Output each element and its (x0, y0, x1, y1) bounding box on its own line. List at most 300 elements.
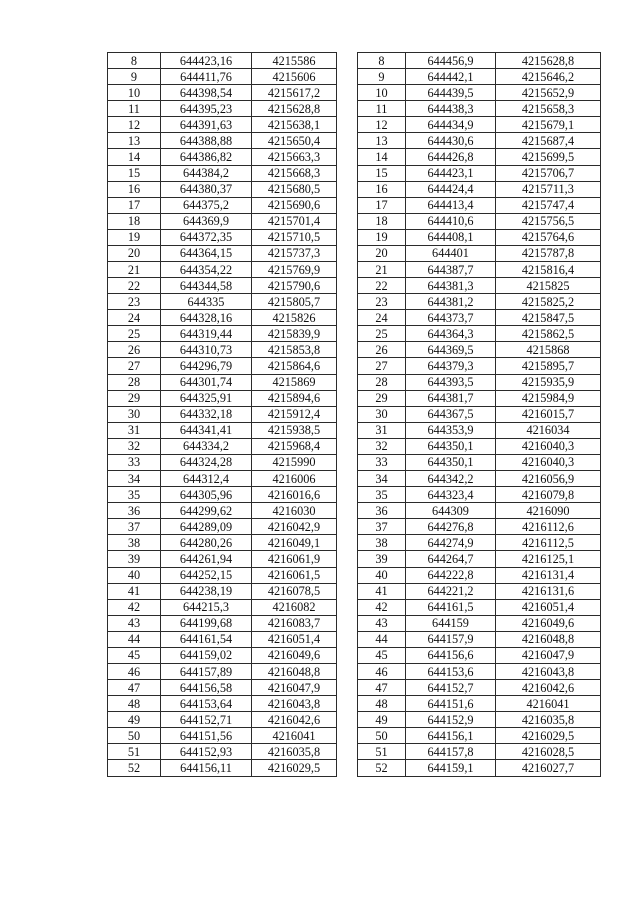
x-coordinate-cell: 644222,8 (406, 567, 496, 583)
y-coordinate-cell: 4215864,6 (252, 358, 337, 374)
y-coordinate-cell: 4216131,4 (496, 567, 601, 583)
table-row (358, 149, 601, 165)
x-coordinate-cell: 644388,88 (161, 133, 252, 149)
table-row (108, 342, 337, 358)
table-row (358, 471, 601, 487)
x-coordinate-cell: 644426,8 (406, 149, 496, 165)
point-number-cell: 26 (358, 342, 406, 358)
y-coordinate-cell: 4215756,5 (496, 213, 601, 229)
point-number-cell: 35 (108, 487, 161, 503)
table-row (108, 487, 337, 503)
x-coordinate-cell: 644439,5 (406, 85, 496, 101)
x-coordinate-cell: 644325,91 (161, 390, 252, 406)
point-number-cell: 38 (358, 535, 406, 551)
table-row (108, 647, 337, 663)
point-number-cell: 51 (108, 744, 161, 760)
x-coordinate-cell: 644430,6 (406, 133, 496, 149)
point-number-cell: 40 (358, 567, 406, 583)
y-coordinate-cell: 4215680,5 (252, 181, 337, 197)
table-row (108, 454, 337, 470)
table-row (358, 728, 601, 744)
y-coordinate-cell: 4216083,7 (252, 615, 337, 631)
table-row (358, 165, 601, 181)
x-coordinate-cell: 644408,1 (406, 229, 496, 245)
table-row (358, 438, 601, 454)
table-row (358, 535, 601, 551)
x-coordinate-cell: 644373,7 (406, 310, 496, 326)
x-coordinate-cell: 644434,9 (406, 117, 496, 133)
x-coordinate-cell: 644344,58 (161, 278, 252, 294)
point-number-cell: 12 (358, 117, 406, 133)
y-coordinate-cell: 4215912,4 (252, 406, 337, 422)
table-row (358, 117, 601, 133)
point-number-cell: 13 (108, 133, 161, 149)
x-coordinate-cell: 644156,1 (406, 728, 496, 744)
point-number-cell: 32 (108, 438, 161, 454)
point-number-cell: 20 (358, 245, 406, 261)
point-number-cell: 48 (358, 696, 406, 712)
y-coordinate-cell: 4215990 (252, 454, 337, 470)
y-coordinate-cell: 4216027,7 (496, 760, 601, 776)
y-coordinate-cell: 4216029,5 (496, 728, 601, 744)
x-coordinate-cell: 644153,6 (406, 663, 496, 679)
x-coordinate-cell: 644159 (406, 615, 496, 631)
x-coordinate-cell: 644159,02 (161, 647, 252, 663)
x-coordinate-cell: 644289,09 (161, 519, 252, 535)
point-number-cell: 50 (108, 728, 161, 744)
x-coordinate-cell: 644367,5 (406, 406, 496, 422)
y-coordinate-cell: 4215935,9 (496, 374, 601, 390)
table-row (108, 197, 337, 213)
point-number-cell: 22 (108, 278, 161, 294)
y-coordinate-cell: 4216041 (496, 696, 601, 712)
y-coordinate-cell: 4215968,4 (252, 438, 337, 454)
y-coordinate-cell: 4216049,6 (496, 615, 601, 631)
point-number-cell: 33 (108, 454, 161, 470)
x-coordinate-cell: 644274,9 (406, 535, 496, 551)
point-number-cell: 21 (108, 262, 161, 278)
table-row (108, 406, 337, 422)
y-coordinate-cell: 4215586 (252, 53, 337, 69)
y-coordinate-cell: 4215646,2 (496, 69, 601, 85)
y-coordinate-cell: 4215938,5 (252, 422, 337, 438)
table-row (108, 390, 337, 406)
x-coordinate-cell: 644309 (406, 503, 496, 519)
y-coordinate-cell: 4216061,9 (252, 551, 337, 567)
y-coordinate-cell: 4216035,8 (496, 712, 601, 728)
x-coordinate-cell: 644152,7 (406, 680, 496, 696)
point-number-cell: 37 (358, 519, 406, 535)
point-number-cell: 15 (108, 165, 161, 181)
x-coordinate-cell: 644238,19 (161, 583, 252, 599)
table-row (108, 535, 337, 551)
y-coordinate-cell: 4216043,8 (252, 696, 337, 712)
table-row (358, 567, 601, 583)
table-row (108, 438, 337, 454)
table-row (358, 181, 601, 197)
table-row (358, 422, 601, 438)
point-number-cell: 37 (108, 519, 161, 535)
point-number-cell: 30 (358, 406, 406, 422)
y-coordinate-cell: 4215816,4 (496, 262, 601, 278)
table-row (358, 326, 601, 342)
x-coordinate-cell: 644384,2 (161, 165, 252, 181)
x-coordinate-cell: 644156,11 (161, 760, 252, 776)
table-row (358, 647, 601, 663)
table-row (108, 117, 337, 133)
point-number-cell: 41 (108, 583, 161, 599)
table-row (108, 245, 337, 261)
x-coordinate-cell: 644438,3 (406, 101, 496, 117)
table-row (358, 599, 601, 615)
point-number-cell: 12 (108, 117, 161, 133)
table-row (108, 310, 337, 326)
table-row (358, 583, 601, 599)
y-coordinate-cell: 4215628,8 (496, 53, 601, 69)
table-row (358, 69, 601, 85)
table-row (358, 615, 601, 631)
x-coordinate-cell: 644161,5 (406, 599, 496, 615)
point-number-cell: 25 (358, 326, 406, 342)
point-number-cell: 19 (358, 229, 406, 245)
table-row (358, 85, 601, 101)
x-coordinate-cell: 644456,9 (406, 53, 496, 69)
point-number-cell: 23 (358, 294, 406, 310)
table-row (358, 551, 601, 567)
coordinates-table-right (357, 52, 601, 777)
point-number-cell: 13 (358, 133, 406, 149)
x-coordinate-cell: 644152,9 (406, 712, 496, 728)
table-row (358, 342, 601, 358)
point-number-cell: 11 (358, 101, 406, 117)
point-number-cell: 19 (108, 229, 161, 245)
x-coordinate-cell: 644252,15 (161, 567, 252, 583)
x-coordinate-cell: 644151,56 (161, 728, 252, 744)
point-number-cell: 34 (358, 471, 406, 487)
table-row (108, 760, 337, 776)
y-coordinate-cell: 4215687,4 (496, 133, 601, 149)
y-coordinate-cell: 4215839,9 (252, 326, 337, 342)
y-coordinate-cell: 4216040,3 (496, 438, 601, 454)
x-coordinate-cell: 644310,73 (161, 342, 252, 358)
table-row (108, 149, 337, 165)
y-coordinate-cell: 4216079,8 (496, 487, 601, 503)
x-coordinate-cell: 644215,3 (161, 599, 252, 615)
y-coordinate-cell: 4215710,5 (252, 229, 337, 245)
x-coordinate-cell: 644280,26 (161, 535, 252, 551)
x-coordinate-cell: 644334,2 (161, 438, 252, 454)
table-row (108, 326, 337, 342)
table-row (358, 53, 601, 69)
x-coordinate-cell: 644301,74 (161, 374, 252, 390)
point-number-cell: 51 (358, 744, 406, 760)
point-number-cell: 24 (108, 310, 161, 326)
x-coordinate-cell: 644350,1 (406, 438, 496, 454)
point-number-cell: 40 (108, 567, 161, 583)
table-row (358, 663, 601, 679)
y-coordinate-cell: 4216047,9 (252, 680, 337, 696)
point-number-cell: 22 (358, 278, 406, 294)
table-row (358, 262, 601, 278)
table-row (108, 599, 337, 615)
point-number-cell: 45 (358, 647, 406, 663)
y-coordinate-cell: 4215787,8 (496, 245, 601, 261)
point-number-cell: 43 (358, 615, 406, 631)
point-number-cell: 52 (108, 760, 161, 776)
y-coordinate-cell: 4216041 (252, 728, 337, 744)
y-coordinate-cell: 4216049,6 (252, 647, 337, 663)
x-coordinate-cell: 644261,94 (161, 551, 252, 567)
y-coordinate-cell: 4215868 (496, 342, 601, 358)
point-number-cell: 14 (358, 149, 406, 165)
point-number-cell: 35 (358, 487, 406, 503)
point-number-cell: 20 (108, 245, 161, 261)
y-coordinate-cell: 4215825,2 (496, 294, 601, 310)
x-coordinate-cell: 644393,5 (406, 374, 496, 390)
point-number-cell: 46 (108, 663, 161, 679)
table-row (108, 744, 337, 760)
point-number-cell: 46 (358, 663, 406, 679)
y-coordinate-cell: 4216090 (496, 503, 601, 519)
point-number-cell: 50 (358, 728, 406, 744)
y-coordinate-cell: 4215617,2 (252, 85, 337, 101)
x-coordinate-cell: 644387,7 (406, 262, 496, 278)
point-number-cell: 11 (108, 101, 161, 117)
table-row (108, 262, 337, 278)
table-row (358, 278, 601, 294)
point-number-cell: 42 (108, 599, 161, 615)
y-coordinate-cell: 4215805,7 (252, 294, 337, 310)
x-coordinate-cell: 644413,4 (406, 197, 496, 213)
y-coordinate-cell: 4215699,5 (496, 149, 601, 165)
point-number-cell: 14 (108, 149, 161, 165)
y-coordinate-cell: 4215826 (252, 310, 337, 326)
point-number-cell: 44 (358, 631, 406, 647)
table-row (108, 615, 337, 631)
point-number-cell: 45 (108, 647, 161, 663)
point-number-cell: 39 (358, 551, 406, 567)
table-row (358, 374, 601, 390)
x-coordinate-cell: 644161,54 (161, 631, 252, 647)
point-number-cell: 32 (358, 438, 406, 454)
x-coordinate-cell: 644152,93 (161, 744, 252, 760)
y-coordinate-cell: 4216042,6 (252, 712, 337, 728)
point-number-cell: 31 (108, 422, 161, 438)
table-row (108, 294, 337, 310)
table-row (108, 551, 337, 567)
y-coordinate-cell: 4216112,6 (496, 519, 601, 535)
table-row (108, 567, 337, 583)
x-coordinate-cell: 644364,3 (406, 326, 496, 342)
table-row (108, 358, 337, 374)
point-number-cell: 9 (358, 69, 406, 85)
point-number-cell: 17 (108, 197, 161, 213)
table-row (108, 133, 337, 149)
point-number-cell: 10 (358, 85, 406, 101)
point-number-cell: 24 (358, 310, 406, 326)
y-coordinate-cell: 4216042,6 (496, 680, 601, 696)
y-coordinate-cell: 4216051,4 (496, 599, 601, 615)
table-row (358, 101, 601, 117)
x-coordinate-cell: 644159,1 (406, 760, 496, 776)
point-number-cell: 28 (108, 374, 161, 390)
table-row (358, 245, 601, 261)
point-number-cell: 26 (108, 342, 161, 358)
x-coordinate-cell: 644411,76 (161, 69, 252, 85)
y-coordinate-cell: 4216029,5 (252, 760, 337, 776)
table-row (358, 133, 601, 149)
point-number-cell: 33 (358, 454, 406, 470)
point-number-cell: 17 (358, 197, 406, 213)
table-row (108, 229, 337, 245)
y-coordinate-cell: 4216125,1 (496, 551, 601, 567)
coordinates-table-left (107, 52, 337, 777)
point-number-cell: 42 (358, 599, 406, 615)
y-coordinate-cell: 4215847,5 (496, 310, 601, 326)
x-coordinate-cell: 644152,71 (161, 712, 252, 728)
table-row (358, 406, 601, 422)
y-coordinate-cell: 4215628,8 (252, 101, 337, 117)
point-number-cell: 52 (358, 760, 406, 776)
x-coordinate-cell: 644341,41 (161, 422, 252, 438)
x-coordinate-cell: 644375,2 (161, 197, 252, 213)
table-row (358, 358, 601, 374)
table-row (358, 760, 601, 776)
table-row (108, 712, 337, 728)
x-coordinate-cell: 644153,64 (161, 696, 252, 712)
table-row (358, 712, 601, 728)
point-number-cell: 41 (358, 583, 406, 599)
x-coordinate-cell: 644328,16 (161, 310, 252, 326)
point-number-cell: 39 (108, 551, 161, 567)
table-row (358, 744, 601, 760)
y-coordinate-cell: 4216035,8 (252, 744, 337, 760)
point-number-cell: 8 (358, 53, 406, 69)
point-number-cell: 30 (108, 406, 161, 422)
point-number-cell: 34 (108, 471, 161, 487)
y-coordinate-cell: 4215652,9 (496, 85, 601, 101)
y-coordinate-cell: 4216006 (252, 471, 337, 487)
y-coordinate-cell: 4216028,5 (496, 744, 601, 760)
point-number-cell: 10 (108, 85, 161, 101)
y-coordinate-cell: 4215658,3 (496, 101, 601, 117)
y-coordinate-cell: 4216047,9 (496, 647, 601, 663)
y-coordinate-cell: 4215706,7 (496, 165, 601, 181)
y-coordinate-cell: 4216049,1 (252, 535, 337, 551)
y-coordinate-cell: 4215869 (252, 374, 337, 390)
x-coordinate-cell: 644398,54 (161, 85, 252, 101)
table-row (358, 696, 601, 712)
y-coordinate-cell: 4216078,5 (252, 583, 337, 599)
x-coordinate-cell: 644324,28 (161, 454, 252, 470)
table-row (358, 390, 601, 406)
x-coordinate-cell: 644335 (161, 294, 252, 310)
y-coordinate-cell: 4215668,3 (252, 165, 337, 181)
y-coordinate-cell: 4215638,1 (252, 117, 337, 133)
point-number-cell: 28 (358, 374, 406, 390)
table-row (358, 503, 601, 519)
x-coordinate-cell: 644442,1 (406, 69, 496, 85)
x-coordinate-cell: 644151,6 (406, 696, 496, 712)
x-coordinate-cell: 644342,2 (406, 471, 496, 487)
y-coordinate-cell: 4215650,4 (252, 133, 337, 149)
y-coordinate-cell: 4215711,3 (496, 181, 601, 197)
x-coordinate-cell: 644395,23 (161, 101, 252, 117)
point-number-cell: 36 (108, 503, 161, 519)
table-row (108, 471, 337, 487)
y-coordinate-cell: 4215663,3 (252, 149, 337, 165)
y-coordinate-cell: 4216082 (252, 599, 337, 615)
point-number-cell: 27 (358, 358, 406, 374)
x-coordinate-cell: 644386,82 (161, 149, 252, 165)
coordinates-table-body (358, 53, 601, 777)
y-coordinate-cell: 4216048,8 (252, 663, 337, 679)
table-row (358, 519, 601, 535)
x-coordinate-cell: 644332,18 (161, 406, 252, 422)
point-number-cell: 15 (358, 165, 406, 181)
point-number-cell: 8 (108, 53, 161, 69)
y-coordinate-cell: 4215790,6 (252, 278, 337, 294)
x-coordinate-cell: 644157,9 (406, 631, 496, 647)
point-number-cell: 29 (108, 390, 161, 406)
x-coordinate-cell: 644156,6 (406, 647, 496, 663)
x-coordinate-cell: 644156,58 (161, 680, 252, 696)
y-coordinate-cell: 4216016,6 (252, 487, 337, 503)
y-coordinate-cell: 4215853,8 (252, 342, 337, 358)
table-row (108, 696, 337, 712)
x-coordinate-cell: 644364,15 (161, 245, 252, 261)
table-row (108, 181, 337, 197)
x-coordinate-cell: 644350,1 (406, 454, 496, 470)
table-row (108, 278, 337, 294)
y-coordinate-cell: 4215606 (252, 69, 337, 85)
x-coordinate-cell: 644319,44 (161, 326, 252, 342)
x-coordinate-cell: 644381,3 (406, 278, 496, 294)
x-coordinate-cell: 644372,35 (161, 229, 252, 245)
y-coordinate-cell: 4216042,9 (252, 519, 337, 535)
table-row (358, 294, 601, 310)
x-coordinate-cell: 644381,2 (406, 294, 496, 310)
point-number-cell: 47 (108, 680, 161, 696)
table-row (358, 454, 601, 470)
x-coordinate-cell: 644312,4 (161, 471, 252, 487)
x-coordinate-cell: 644276,8 (406, 519, 496, 535)
y-coordinate-cell: 4216061,5 (252, 567, 337, 583)
y-coordinate-cell: 4215769,9 (252, 262, 337, 278)
table-row (108, 374, 337, 390)
table-row (108, 631, 337, 647)
table-row (108, 680, 337, 696)
table-row (358, 487, 601, 503)
table-row (108, 101, 337, 117)
table-row (108, 519, 337, 535)
y-coordinate-cell: 4216051,4 (252, 631, 337, 647)
table-row (358, 213, 601, 229)
y-coordinate-cell: 4216034 (496, 422, 601, 438)
y-coordinate-cell: 4215701,4 (252, 213, 337, 229)
table-row (108, 213, 337, 229)
x-coordinate-cell: 644305,96 (161, 487, 252, 503)
point-number-cell: 44 (108, 631, 161, 647)
table-row (358, 680, 601, 696)
table-row (108, 728, 337, 744)
y-coordinate-cell: 4216015,7 (496, 406, 601, 422)
y-coordinate-cell: 4216040,3 (496, 454, 601, 470)
x-coordinate-cell: 644391,63 (161, 117, 252, 133)
point-number-cell: 49 (108, 712, 161, 728)
y-coordinate-cell: 4215737,3 (252, 245, 337, 261)
point-number-cell: 9 (108, 69, 161, 85)
